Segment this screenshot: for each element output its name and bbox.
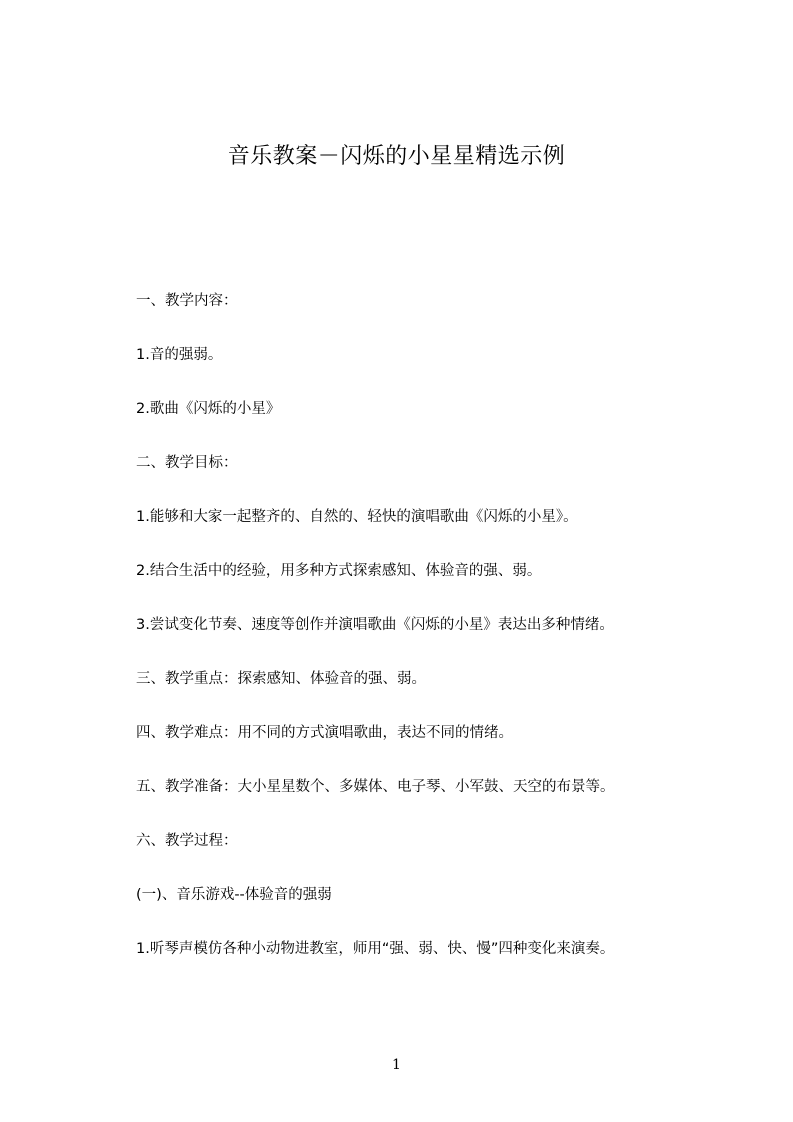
content-item-2: 2.歌曲《闪烁的小星》 (136, 401, 281, 417)
goal-item-1: 1.能够和大家一起整齐的、自然的、轻快的演唱歌曲《闪烁的小星》。 (136, 509, 578, 525)
section-heading-content: 一、教学内容： (136, 293, 238, 309)
process-item-1: 1.听琴声模仿各种小动物进教室，师用“强、弱、快、慢”四种变化来演奏。 (136, 941, 615, 957)
section-heading-process: 六、教学过程： (136, 833, 238, 849)
section-difficulties: 四、教学难点：用不同的方式演唱歌曲，表达不同的情绪。 (136, 725, 513, 741)
section-heading-goals: 二、教学目标： (136, 455, 238, 471)
page-number: 1 (392, 1057, 401, 1073)
goal-item-2: 2.结合生活中的经验，用多种方式探索感知、体验音的强、弱。 (136, 563, 542, 579)
document-title: 音乐教案－闪烁的小星星精选示例 (227, 144, 566, 169)
goal-item-3: 3.尝试变化节奏、速度等创作并演唱歌曲《闪烁的小星》表达出多种情绪。 (136, 617, 614, 633)
section-preparation: 五、教学准备：大小星星数个、多媒体、电子琴、小军鼓、天空的布景等。 (136, 779, 615, 795)
process-subheading-1: (一)、音乐游戏--体验音的强弱 (136, 887, 332, 903)
content-item-1: 1.音的强弱。 (136, 347, 223, 363)
section-key-points: 三、教学重点：探索感知、体验音的强、弱。 (136, 671, 426, 687)
